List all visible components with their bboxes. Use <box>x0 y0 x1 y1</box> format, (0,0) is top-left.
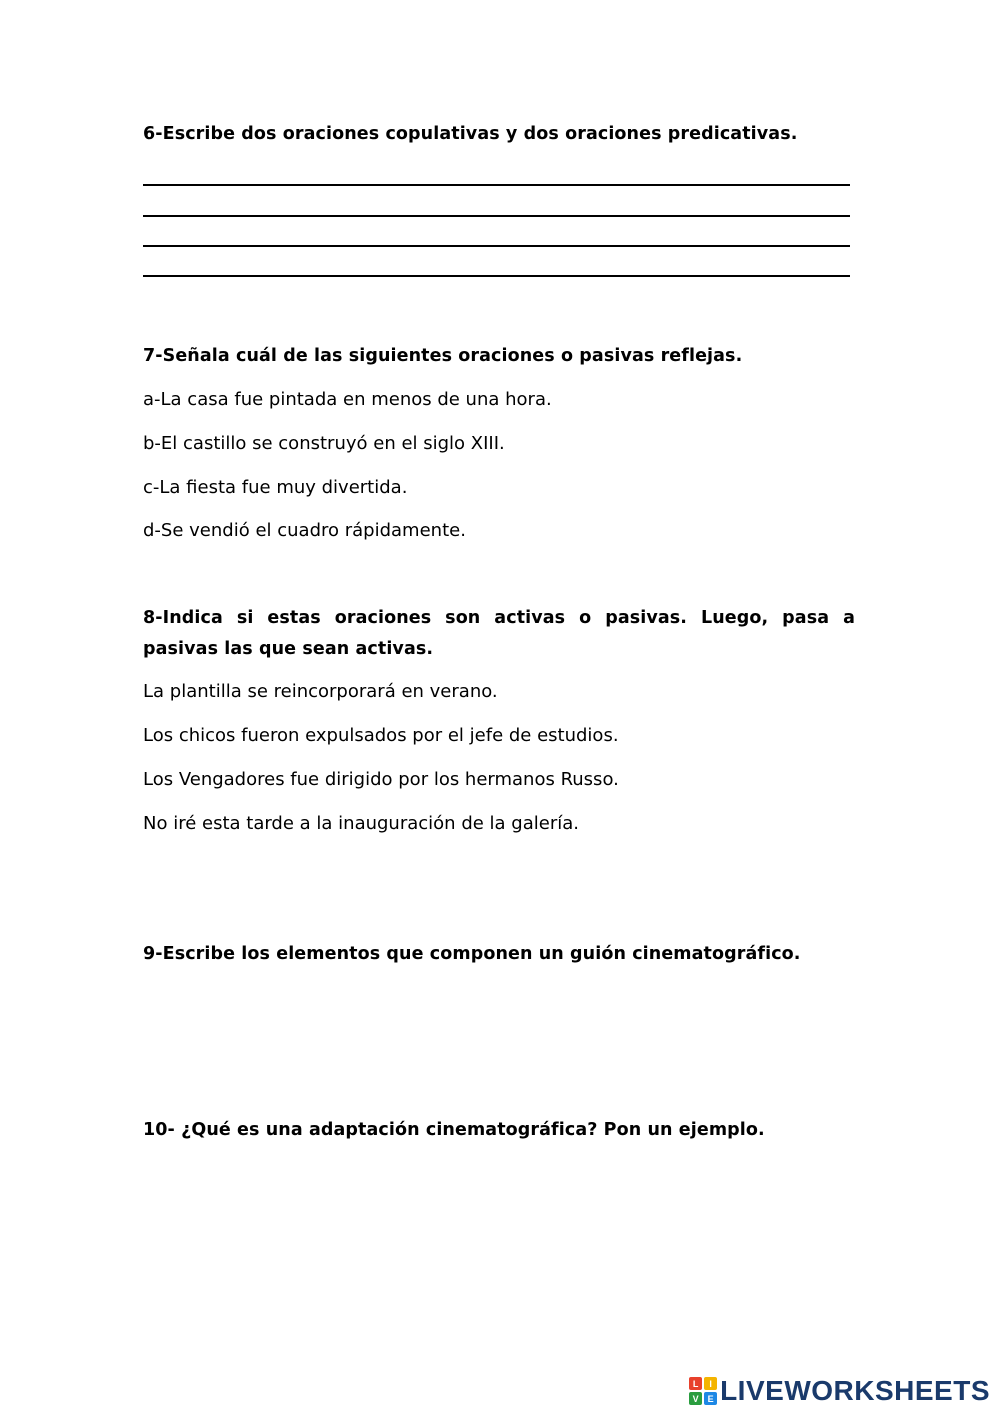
liveworksheets-watermark <box>689 1374 990 1408</box>
answer-line[interactable] <box>143 215 850 217</box>
question-9-title: 9-Escribe los elementos que componen un guión cinematográfico. <box>143 944 801 964</box>
list-item: La plantilla se reincorporará en verano. <box>143 681 498 702</box>
list-item: d-Se vendió el cuadro rápidamente. <box>143 520 466 541</box>
list-item: c-La fiesta fue muy divertida. <box>143 477 408 498</box>
list-item: Los chicos fueron expulsados por el jefe de estudios. <box>143 725 619 746</box>
logo-tile: V <box>689 1392 702 1405</box>
logo-tile: E <box>704 1392 717 1405</box>
question-8-title: 8-Indica si estas oraciones son activas o pasivas. Luego, pasa a pasivas las que sean activas. <box>143 608 855 659</box>
liveworksheets-logo-icon <box>689 1377 717 1405</box>
list-item: b-El castillo se construyó en el siglo XIII. <box>143 433 505 454</box>
list-item: a-La casa fue pintada en menos de una hora. <box>143 389 552 410</box>
watermark-text: LIVEWORKSHEETS <box>720 1375 990 1406</box>
question-6-title: 6-Escribe dos oraciones copulativas y dos oraciones predicativas. <box>143 124 798 144</box>
logo-tile: L <box>689 1377 702 1390</box>
answer-line[interactable] <box>143 275 850 277</box>
answer-line[interactable] <box>143 184 850 186</box>
question-7-title: 7-Señala cuál de las siguientes oraciones o pasivas reflejas. <box>143 346 743 366</box>
logo-tile: I <box>704 1377 717 1390</box>
answer-line[interactable] <box>143 245 850 247</box>
question-10-title: 10- ¿Qué es una adaptación cinematográfica? Pon un ejemplo. <box>143 1120 765 1140</box>
list-item: Los Vengadores fue dirigido por los hermanos Russo. <box>143 769 619 790</box>
list-item: No iré esta tarde a la inauguración de la galería. <box>143 813 579 834</box>
